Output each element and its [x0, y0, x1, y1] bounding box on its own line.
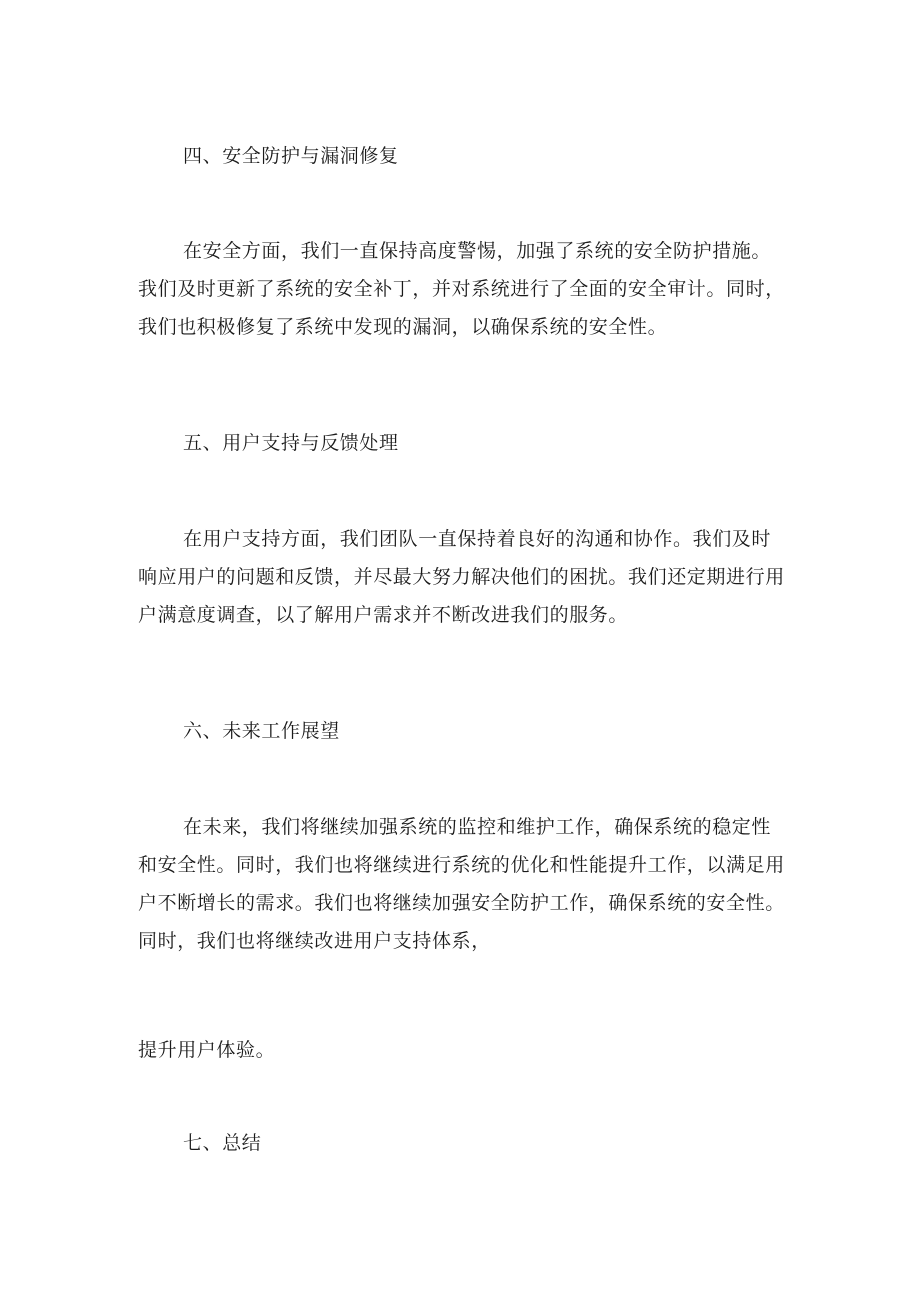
- paragraph-line: 同时，我们也将继续改进用户支持体系，: [138, 930, 491, 952]
- section-paragraph-6-continuation: [138, 1031, 798, 1069]
- section-heading-4: 四、安全防护与漏洞修复: [183, 145, 399, 167]
- paragraph-line: 和安全性。同时，我们也将继续进行系统的优化和性能提升工作，以满足用: [138, 854, 785, 876]
- section-paragraph-6: [138, 808, 798, 960]
- section-paragraph-5: [138, 520, 798, 634]
- section-heading-6: 六、未来工作展望: [183, 720, 340, 742]
- section-heading-5: 五、用户支持与反馈处理: [183, 432, 399, 454]
- paragraph-line: 提升用户体验。: [138, 1039, 276, 1061]
- paragraph-line: 户不断增长的需求。我们也将继续加强安全防护工作，确保系统的安全性。: [138, 892, 785, 914]
- paragraph-line: 在安全方面，我们一直保持高度警惕，加强了系统的安全防护措施。: [183, 240, 772, 262]
- paragraph-line: 在未来，我们将继续加强系统的监控和维护工作，确保系统的稳定性: [183, 816, 772, 838]
- paragraph-line: 户满意度调查，以了解用户需求并不断改进我们的服务。: [138, 604, 629, 626]
- paragraph-line: 我们及时更新了系统的安全补丁，并对系统进行了全面的安全审计。同时，: [138, 278, 785, 300]
- section-heading-7: 七、总结: [183, 1132, 262, 1154]
- paragraph-line: 我们也积极修复了系统中发现的漏洞，以确保系统的安全性。: [138, 316, 668, 338]
- section-paragraph-4: [138, 232, 798, 346]
- paragraph-line: 响应用户的问题和反馈，并尽最大努力解决他们的困扰。我们还定期进行用: [138, 566, 785, 588]
- paragraph-line: 在用户支持方面，我们团队一直保持着良好的沟通和协作。我们及时: [183, 528, 772, 550]
